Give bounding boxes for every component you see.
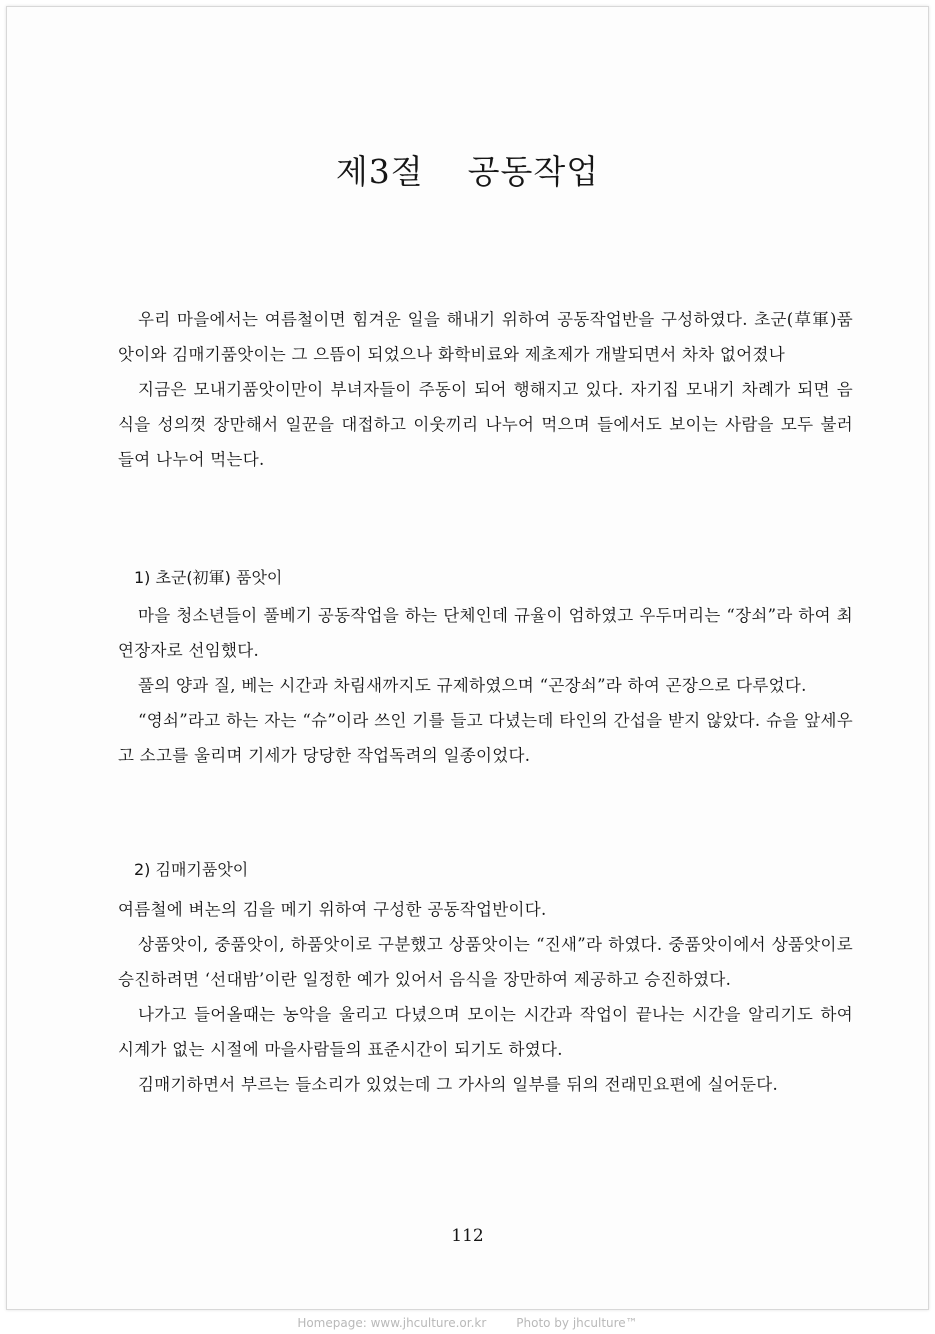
footer [0, 1312, 935, 1334]
section-2-paragraph-3: 나가고 들어올때는 농악을 울리고 다녔으며 모이는 시간과 작업이 끝나는 시간을 알리기도 하여 시계가 없는 시절에 마을사람들의 표준시간이 되기도 하였다. [118, 1005, 853, 1059]
section-1-text [118, 598, 853, 773]
section-1-paragraph-3: “영쇠”라고 하는 자는 “슈”이라 쓰인 기를 들고 다녔는데 타인의 간섭을 받지 않았다. 슈을 앞세우고 소고를 울리며 기세가 당당한 작업독려의 일종이었다. [118, 711, 853, 765]
section-1-heading: 1) 초군(初軍) 품앗이 [134, 568, 283, 587]
section-1-paragraph-2: 풀의 양과 질, 베는 시간과 차림새까지도 규제하였으며 “곤장쇠”라 하여 곤장으로 다루었다. [138, 676, 807, 695]
section-2-paragraph-2: 상품앗이, 중품앗이, 하품앗이로 구분했고 상품앗이는 “진새”라 하였다. 중품앗이에서 상품앗이로 승진하려면 ‘선대밤’이란 일정한 예가 있어서 음식을 장만하여 제공하고 승진하였다. [118, 935, 853, 989]
page-title [0, 150, 935, 194]
chapter-number: 제3절 [335, 152, 424, 191]
section-2-paragraph-1: 여름철에 벼논의 김을 메기 위하여 구성한 공동작업반이다. [118, 900, 547, 919]
section-2-paragraph-4: 김매기하면서 부르는 들소리가 있었는데 그 가사의 일부를 뒤의 전래민요편에 실어둔다. [138, 1075, 779, 1094]
photo-credit: Photo by jhculture™ [516, 1316, 638, 1330]
intro-paragraph-2: 지금은 모내기품앗이만이 부녀자들이 주동이 되어 행해지고 있다. 자기집 모내기 차례가 되면 음식을 성의껏 장만해서 일꾼을 대접하고 이웃끼리 나누어 먹으며 들에서도 보이는 사람을 모두 불러 들여 나누어 먹는다. [118, 380, 853, 469]
section-2-heading: 2) 김매기품앗이 [134, 860, 249, 879]
chapter-name: 공동작업 [467, 152, 600, 191]
intro-text [118, 302, 853, 477]
page-number: 112 [451, 1226, 484, 1246]
section-2-text [118, 892, 853, 1102]
homepage-credit: Homepage: www.jhculture.or.kr [297, 1316, 487, 1330]
intro-paragraph-1: 우리 마을에서는 여름철이면 힘겨운 일을 해내기 위하여 공동작업반을 구성하였다. 초군(草軍)품앗이와 김매기품앗이는 그 으뜸이 되었으나 화학비료와 제초제가 개발되면서 차차 없어졌나 [118, 310, 853, 364]
section-1-paragraph-1: 마을 청소년들이 풀베기 공동작업을 하는 단체인데 규율이 엄하였고 우두머리는 “장쇠”라 하여 최연장자로 선임했다. [118, 606, 853, 660]
